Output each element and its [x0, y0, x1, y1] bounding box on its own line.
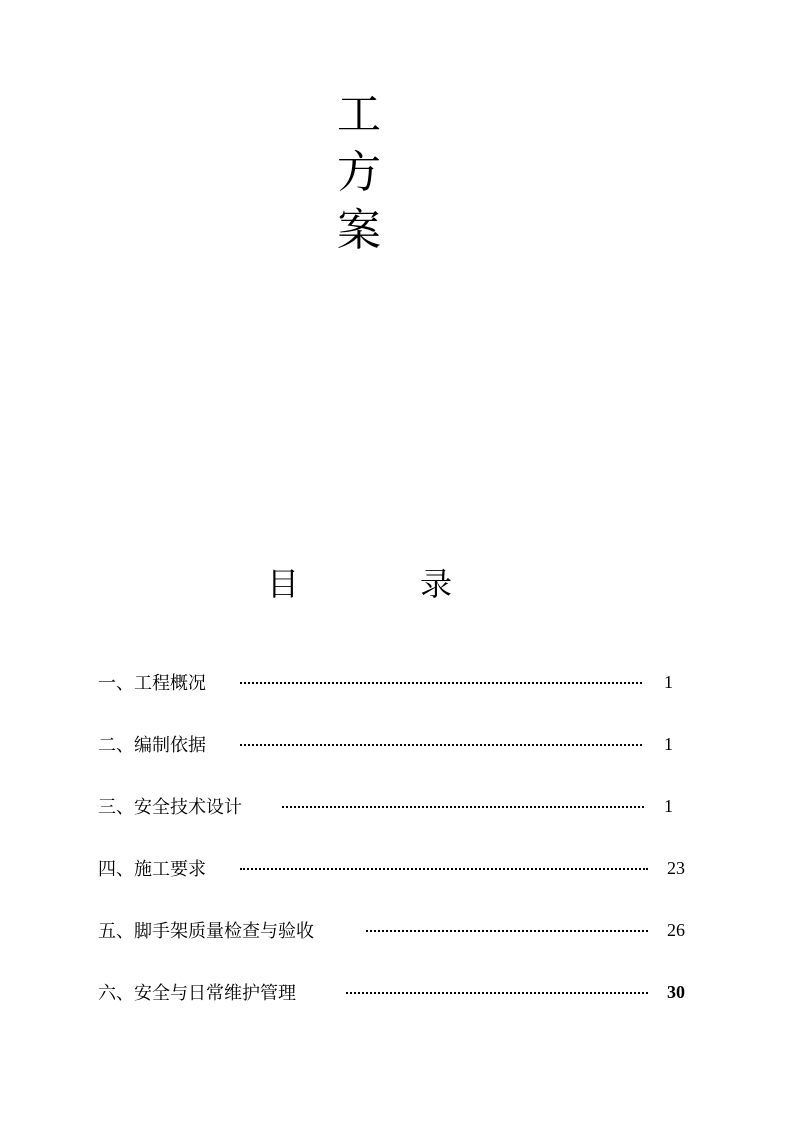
toc-heading-left: 目: [267, 565, 300, 603]
toc-entry[interactable]: [98, 913, 314, 947]
toc-entry[interactable]: [98, 727, 206, 761]
toc-leader-dots: [282, 806, 644, 808]
toc-entry[interactable]: [98, 851, 206, 885]
toc-entry-label: 二、编制依据: [98, 735, 206, 756]
toc-heading-right: 录: [420, 565, 453, 603]
toc-leader-dots: [366, 930, 648, 932]
toc-entry-label: 六、安全与日常维护管理: [98, 983, 296, 1004]
toc-entry-label: 三、安全技术设计: [98, 797, 242, 818]
title-char: 工: [337, 89, 381, 140]
toc-leader-dots: [240, 744, 642, 746]
toc-entry-page: 30: [667, 982, 685, 1002]
toc-entry-page: 1: [664, 734, 673, 754]
toc-entry-label: 四、施工要求: [98, 859, 206, 880]
toc-entry[interactable]: [98, 665, 206, 699]
toc-entry-label: 一、工程概况: [98, 673, 206, 694]
toc-entry-label: 五、脚手架质量检查与验收: [98, 921, 314, 942]
title-char: 案: [337, 205, 381, 256]
toc-entry-page: 1: [664, 796, 673, 816]
toc-entry-page: 26: [667, 920, 685, 940]
toc-leader-dots: [240, 868, 648, 870]
toc-entry-page: 23: [667, 858, 685, 878]
toc-leader-dots: [346, 992, 648, 994]
toc-leader-dots: [240, 682, 642, 684]
document-title-vertical: [335, 86, 383, 260]
toc-entry[interactable]: [98, 789, 242, 823]
toc-entry-page: 1: [664, 672, 673, 692]
toc-entry[interactable]: [98, 975, 296, 1009]
title-char: 方: [337, 147, 381, 198]
